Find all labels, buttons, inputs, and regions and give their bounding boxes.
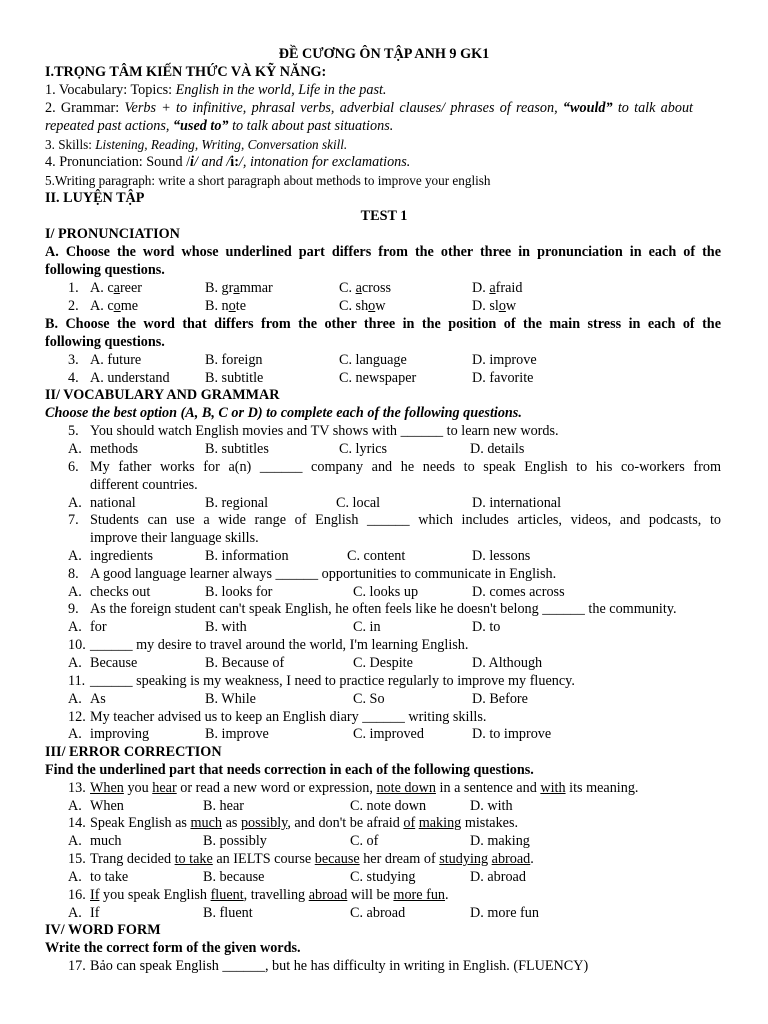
question-number: 1.: [68, 280, 79, 296]
part1-b-instruction-line2: following questions.: [45, 334, 165, 350]
option-b[interactable]: B. grammar: [205, 280, 273, 296]
option-c[interactable]: C. looks up: [353, 584, 419, 600]
option-c[interactable]: C. So: [353, 691, 385, 707]
question-number: 5.: [68, 423, 79, 439]
question-number: 11.: [68, 673, 86, 689]
option-b[interactable]: B. possibly: [203, 833, 267, 849]
option-c[interactable]: C. across: [339, 280, 392, 296]
option-c[interactable]: C. Despite: [353, 655, 413, 671]
option-a[interactable]: checks out: [90, 584, 151, 600]
option-a[interactable]: As: [90, 691, 106, 707]
option-c[interactable]: C. note down: [350, 798, 427, 814]
part3-heading: III/ ERROR CORRECTION: [45, 744, 222, 760]
question-number: 8.: [68, 566, 79, 582]
option-d[interactable]: D. more fun: [470, 905, 539, 921]
question-number: 6.: [68, 459, 79, 475]
question-number: 4.: [68, 370, 79, 386]
option-b[interactable]: B. While: [205, 691, 256, 707]
option-a[interactable]: ingredients: [90, 548, 154, 564]
part1-a-instruction-line2: following questions.: [45, 262, 165, 278]
option-a[interactable]: A. understand: [90, 370, 170, 386]
question-text-line1: Students can use a wide range of English ______ which includes articles, videos, and podcasts, to: [90, 512, 721, 528]
option-a-letter: A.: [68, 905, 82, 921]
option-d[interactable]: D. to improve: [472, 726, 552, 742]
part4-instruction: Write the correct form of the given words.: [45, 940, 301, 956]
question-text-line2: different countries.: [90, 477, 198, 493]
question-number: 3.: [68, 352, 79, 368]
option-b[interactable]: B. with: [205, 619, 247, 635]
option-c[interactable]: C. in: [353, 619, 381, 635]
knowledge-vocabulary: 1. Vocabulary: Topics: English in the world, Life in the past.: [45, 82, 387, 98]
knowledge-grammar-line2: repeated past actions, “used to” to talk about past situations.: [45, 118, 394, 134]
option-a[interactable]: national: [90, 495, 136, 511]
knowledge-grammar-line1: 2. Grammar: Verbs + to infinitive, phrasal verbs, adverbial clauses/ phrases of reason, “would” to talk about: [45, 100, 693, 116]
option-a-letter: A.: [68, 548, 82, 564]
part2-instruction: Choose the best option (A, B, C or D) to complete each of the following questions.: [45, 405, 522, 421]
knowledge-pronunciation: 4. Pronunciation: Sound /i/ and /i:/, intonation for exclamations.: [45, 154, 411, 170]
question-text: You should watch English movies and TV shows with ______ to learn new words.: [90, 423, 559, 439]
option-a[interactable]: A. come: [90, 298, 139, 314]
option-d[interactable]: D. international: [472, 495, 562, 511]
option-a-letter: A.: [68, 869, 82, 885]
part2-heading: II/ VOCABULARY AND GRAMMAR: [45, 387, 280, 403]
option-d[interactable]: D. to: [472, 619, 501, 635]
part1-heading: I/ PRONUNCIATION: [45, 226, 180, 242]
knowledge-skills: 3. Skills: Listening, Reading, Writing, Conversation skill.: [45, 137, 348, 152]
option-d[interactable]: D. Although: [472, 655, 543, 671]
option-b[interactable]: B. foreign: [205, 352, 263, 368]
option-d[interactable]: D. lessons: [472, 548, 531, 564]
question-text-line1: My father works for a(n) ______ company and he needs to speak English to his co-workers from: [90, 459, 721, 475]
question-text: Bảo can speak English ______, but he has difficulty in writing in English. (FLUENCY): [90, 958, 589, 974]
option-a-letter: A.: [68, 798, 82, 814]
option-c[interactable]: C. improved: [353, 726, 424, 742]
option-c[interactable]: C. studying: [350, 869, 416, 885]
question-text: Speak English as much as possibly, and don't be afraid of making mistakes.: [90, 815, 519, 831]
option-a[interactable]: If: [90, 905, 100, 921]
option-d[interactable]: D. favorite: [472, 370, 534, 386]
option-d[interactable]: D. making: [470, 833, 530, 849]
question-number: 10.: [68, 637, 86, 653]
question-text: As the foreign student can't speak English, he often feels like he doesn't belong ______ the community.: [90, 601, 677, 617]
option-a-letter: A.: [68, 691, 82, 707]
part1-a-instruction-line1: A. Choose the word whose underlined part differs from the other three in pronunciation in each of the: [45, 244, 721, 260]
question-number: 12.: [68, 709, 86, 725]
option-a[interactable]: methods: [90, 441, 139, 457]
question-number: 15.: [68, 851, 86, 867]
test-title: TEST 1: [360, 208, 408, 224]
question-number: 13.: [68, 780, 86, 796]
part3-instruction: Find the underlined part that needs correction in each of the following questions.: [45, 762, 534, 778]
option-b[interactable]: B. subtitles: [205, 441, 269, 457]
option-a[interactable]: much: [90, 833, 122, 849]
option-d[interactable]: D. afraid: [472, 280, 523, 296]
option-d[interactable]: D. details: [470, 441, 525, 457]
question-text-line2: improve their language skills.: [90, 530, 259, 546]
option-b[interactable]: B. because: [203, 869, 265, 885]
question-number: 2.: [68, 298, 79, 314]
section1-heading: I.TRỌNG TÂM KIẾN THỨC VÀ KỸ NĂNG:: [45, 64, 327, 80]
option-c[interactable]: C. local: [336, 495, 381, 511]
option-c[interactable]: C. language: [339, 352, 407, 368]
option-a-letter: A.: [68, 833, 82, 849]
option-a-letter: A.: [68, 619, 82, 635]
question-text: If you speak English fluent, travelling abroad will be more fun.: [90, 887, 449, 903]
option-a[interactable]: to take: [90, 869, 129, 885]
option-c[interactable]: C. lyrics: [339, 441, 388, 457]
option-d[interactable]: D. abroad: [470, 869, 526, 885]
option-a[interactable]: A. career: [90, 280, 142, 296]
option-b[interactable]: B. information: [205, 548, 289, 564]
question-number: 9.: [68, 601, 79, 617]
option-b[interactable]: B. hear: [203, 798, 244, 814]
option-b[interactable]: B. fluent: [203, 905, 253, 921]
option-d[interactable]: D. comes across: [472, 584, 565, 600]
option-c[interactable]: C. newspaper: [339, 370, 417, 386]
question-number: 7.: [68, 512, 79, 528]
option-a[interactable]: A. future: [90, 352, 142, 368]
question-number: 16.: [68, 887, 86, 903]
option-a[interactable]: Because: [90, 655, 138, 671]
question-text: A good language learner always ______ opportunities to communicate in English.: [90, 566, 557, 582]
option-b[interactable]: B. improve: [205, 726, 269, 742]
question-text: ______ speaking is my weakness, I need to practice regularly to improve my fluency.: [90, 673, 575, 689]
option-b[interactable]: B. subtitle: [205, 370, 264, 386]
question-text: ______ my desire to travel around the world, I'm learning English.: [90, 637, 469, 653]
option-a-letter: A.: [68, 655, 82, 671]
option-c[interactable]: C. content: [347, 548, 406, 564]
part1-b-instruction-line1: B. Choose the word that differs from the other three in the position of the main stress in each of the: [45, 316, 721, 332]
option-d[interactable]: D. with: [470, 798, 513, 814]
option-b[interactable]: B. note: [205, 298, 246, 314]
option-a[interactable]: improving: [90, 726, 150, 742]
option-c[interactable]: C. abroad: [350, 905, 406, 921]
option-b[interactable]: B. Because of: [205, 655, 285, 671]
option-a[interactable]: When: [90, 798, 124, 814]
question-text: Trang decided to take an IELTS course because her dream of studying abroad.: [90, 851, 534, 867]
option-a-letter: A.: [68, 726, 82, 742]
option-a[interactable]: for: [90, 619, 107, 635]
part4-heading: IV/ WORD FORM: [45, 922, 161, 938]
option-b[interactable]: B. looks for: [205, 584, 273, 600]
option-a-letter: A.: [68, 584, 82, 600]
option-c[interactable]: C. show: [339, 298, 386, 314]
option-b[interactable]: B. regional: [205, 495, 269, 511]
option-d[interactable]: D. slow: [472, 298, 517, 314]
option-c[interactable]: C. of: [350, 833, 379, 849]
question-number: 17.: [68, 958, 86, 974]
document-title: ĐỀ CƯƠNG ÔN TẬP ANH 9 GK1: [278, 46, 490, 62]
option-d[interactable]: D. improve: [472, 352, 537, 368]
question-number: 14.: [68, 815, 86, 831]
knowledge-writing: 5.Writing paragraph: write a short paragraph about methods to improve your english: [45, 173, 491, 188]
option-a-letter: A.: [68, 441, 82, 457]
question-text: When you hear or read a new word or expression, note down in a sentence and with its meaning.: [90, 780, 639, 796]
question-text: My teacher advised us to keep an English diary ______ writing skills.: [90, 709, 487, 725]
option-a-letter: A.: [68, 495, 82, 511]
section2-heading: II. LUYỆN TẬP: [45, 190, 145, 206]
option-d[interactable]: D. Before: [472, 691, 528, 707]
